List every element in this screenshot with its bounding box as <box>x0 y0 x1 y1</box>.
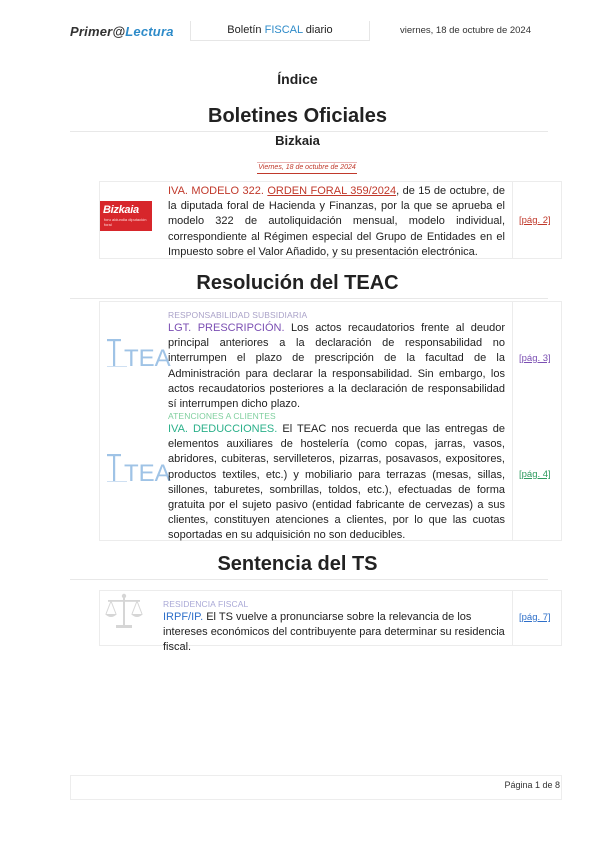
index-title: Índice <box>277 71 318 87</box>
card-separator <box>512 182 513 258</box>
bulletin-accent: FISCAL <box>264 24 303 36</box>
logo <box>70 24 174 39</box>
divider <box>70 579 548 580</box>
page-number: Página 1 de 8 <box>504 780 560 790</box>
page-link[interactable]: [pág. 4] <box>519 469 551 480</box>
teac-item-text <box>168 422 505 544</box>
ts-item-body: El TS vuelve a pronunciarse sobre la relevancia de los intereses económicos del contribuyente para determinar su residencia fiscal. <box>163 611 505 654</box>
bulletin-pre: Boletín <box>227 24 265 36</box>
section-subtitle-bizkaia: Bizkaia <box>275 133 320 148</box>
divider <box>70 131 548 132</box>
tea-logo <box>106 336 171 372</box>
keyword-iva-deducciones: IVA. DEDUCCIONES. <box>168 423 278 435</box>
card-separator <box>512 302 513 540</box>
page-link[interactable]: [pág. 2] <box>519 215 551 226</box>
tea-logo <box>106 451 171 487</box>
page-link[interactable]: [pág. 7] <box>519 612 551 623</box>
keyword-irpf: IRPF/IP. <box>163 611 204 623</box>
teac-item-text <box>168 321 505 412</box>
keyword-lgt: LGT. PRESCRIPCIÓN. <box>168 322 285 334</box>
page-link[interactable]: [pág. 3] <box>519 353 551 364</box>
bizkaia-logo-subtext: foru aldundia diputación foral <box>104 217 147 227</box>
header-date: viernes, 18 de octubre de 2024 <box>400 25 531 36</box>
keyword-iva: IVA. MODELO 322. <box>168 185 264 197</box>
ts-item-text <box>163 610 505 656</box>
divider <box>70 298 548 299</box>
category-label: RESIDENCIA FISCAL <box>163 599 249 609</box>
bulletin-body: , de 15 de octubre, de la diputada foral de Hacienda y Finanzas, por la que se aprueba el modelo 322 de autoliquidación mensual, modelo individual, correspondiente al Régimen especial del Grupo de Entidades en el Impuesto sobre el Valor Añadido, y su presentación electrónica. <box>168 185 505 258</box>
category-label: ATENCIONES A CLIENTES <box>168 411 276 421</box>
bizkaia-logo <box>100 201 152 231</box>
orden-foral-link[interactable]: ORDEN FORAL 359/2024 <box>267 185 397 197</box>
date-banner: Viernes, 18 de octubre de 2024 <box>257 162 357 174</box>
bulletin-item-text <box>168 184 505 260</box>
scales-icon <box>104 592 144 634</box>
section-title-teac: Resolución del TEAC <box>196 272 399 294</box>
bulletin-post: diario <box>302 24 333 36</box>
section-title-ts: Sentencia del TS <box>217 553 378 575</box>
teac-item-body: Los actos recaudatorios frente al deudor principal anteriores a la declaración de responsabilidad no interrumpen el plazo de prescripción de la facultad de la Administración para declarar la responsabilidad. Sin embargo, los actos recaudatorios posteriores a la declaración de responsabilidad sí interrumpen dicho plazo. <box>168 322 505 411</box>
card-separator <box>512 591 513 645</box>
tea-logo-text: TEA <box>124 460 171 487</box>
logo-part2: Lectura <box>125 24 174 39</box>
tea-logo-text: TEA <box>124 345 171 372</box>
section-title-boletines: Boletines Oficiales <box>208 105 387 127</box>
teac-item-body: El TEAC nos recuerda que las entregas de elementos auxiliares de hostelería (como copas, jarras, vasos, abridores, cubiteras, servilleteros, pizarras, posavasos, expositores, productos textiles, etc.) y mobiliario para terrazas (mesas, sillas, sillones, taburetes, sombrillas, toldos, etc.), efectuadas de forma gratuita por el sujeto pasivo (entidad fabricante de cervezas) a sus clientes, constituyen atenciones a clientes, por lo que las cuotas soportadas en su adquisición no son deducibles. <box>168 423 505 542</box>
bulletin-title <box>190 21 370 41</box>
logo-part1: Primer@ <box>70 24 126 39</box>
bizkaia-logo-text: Bizkaia <box>103 204 139 216</box>
category-label: RESPONSABILIDAD SUBSIDIARIA <box>168 310 308 320</box>
